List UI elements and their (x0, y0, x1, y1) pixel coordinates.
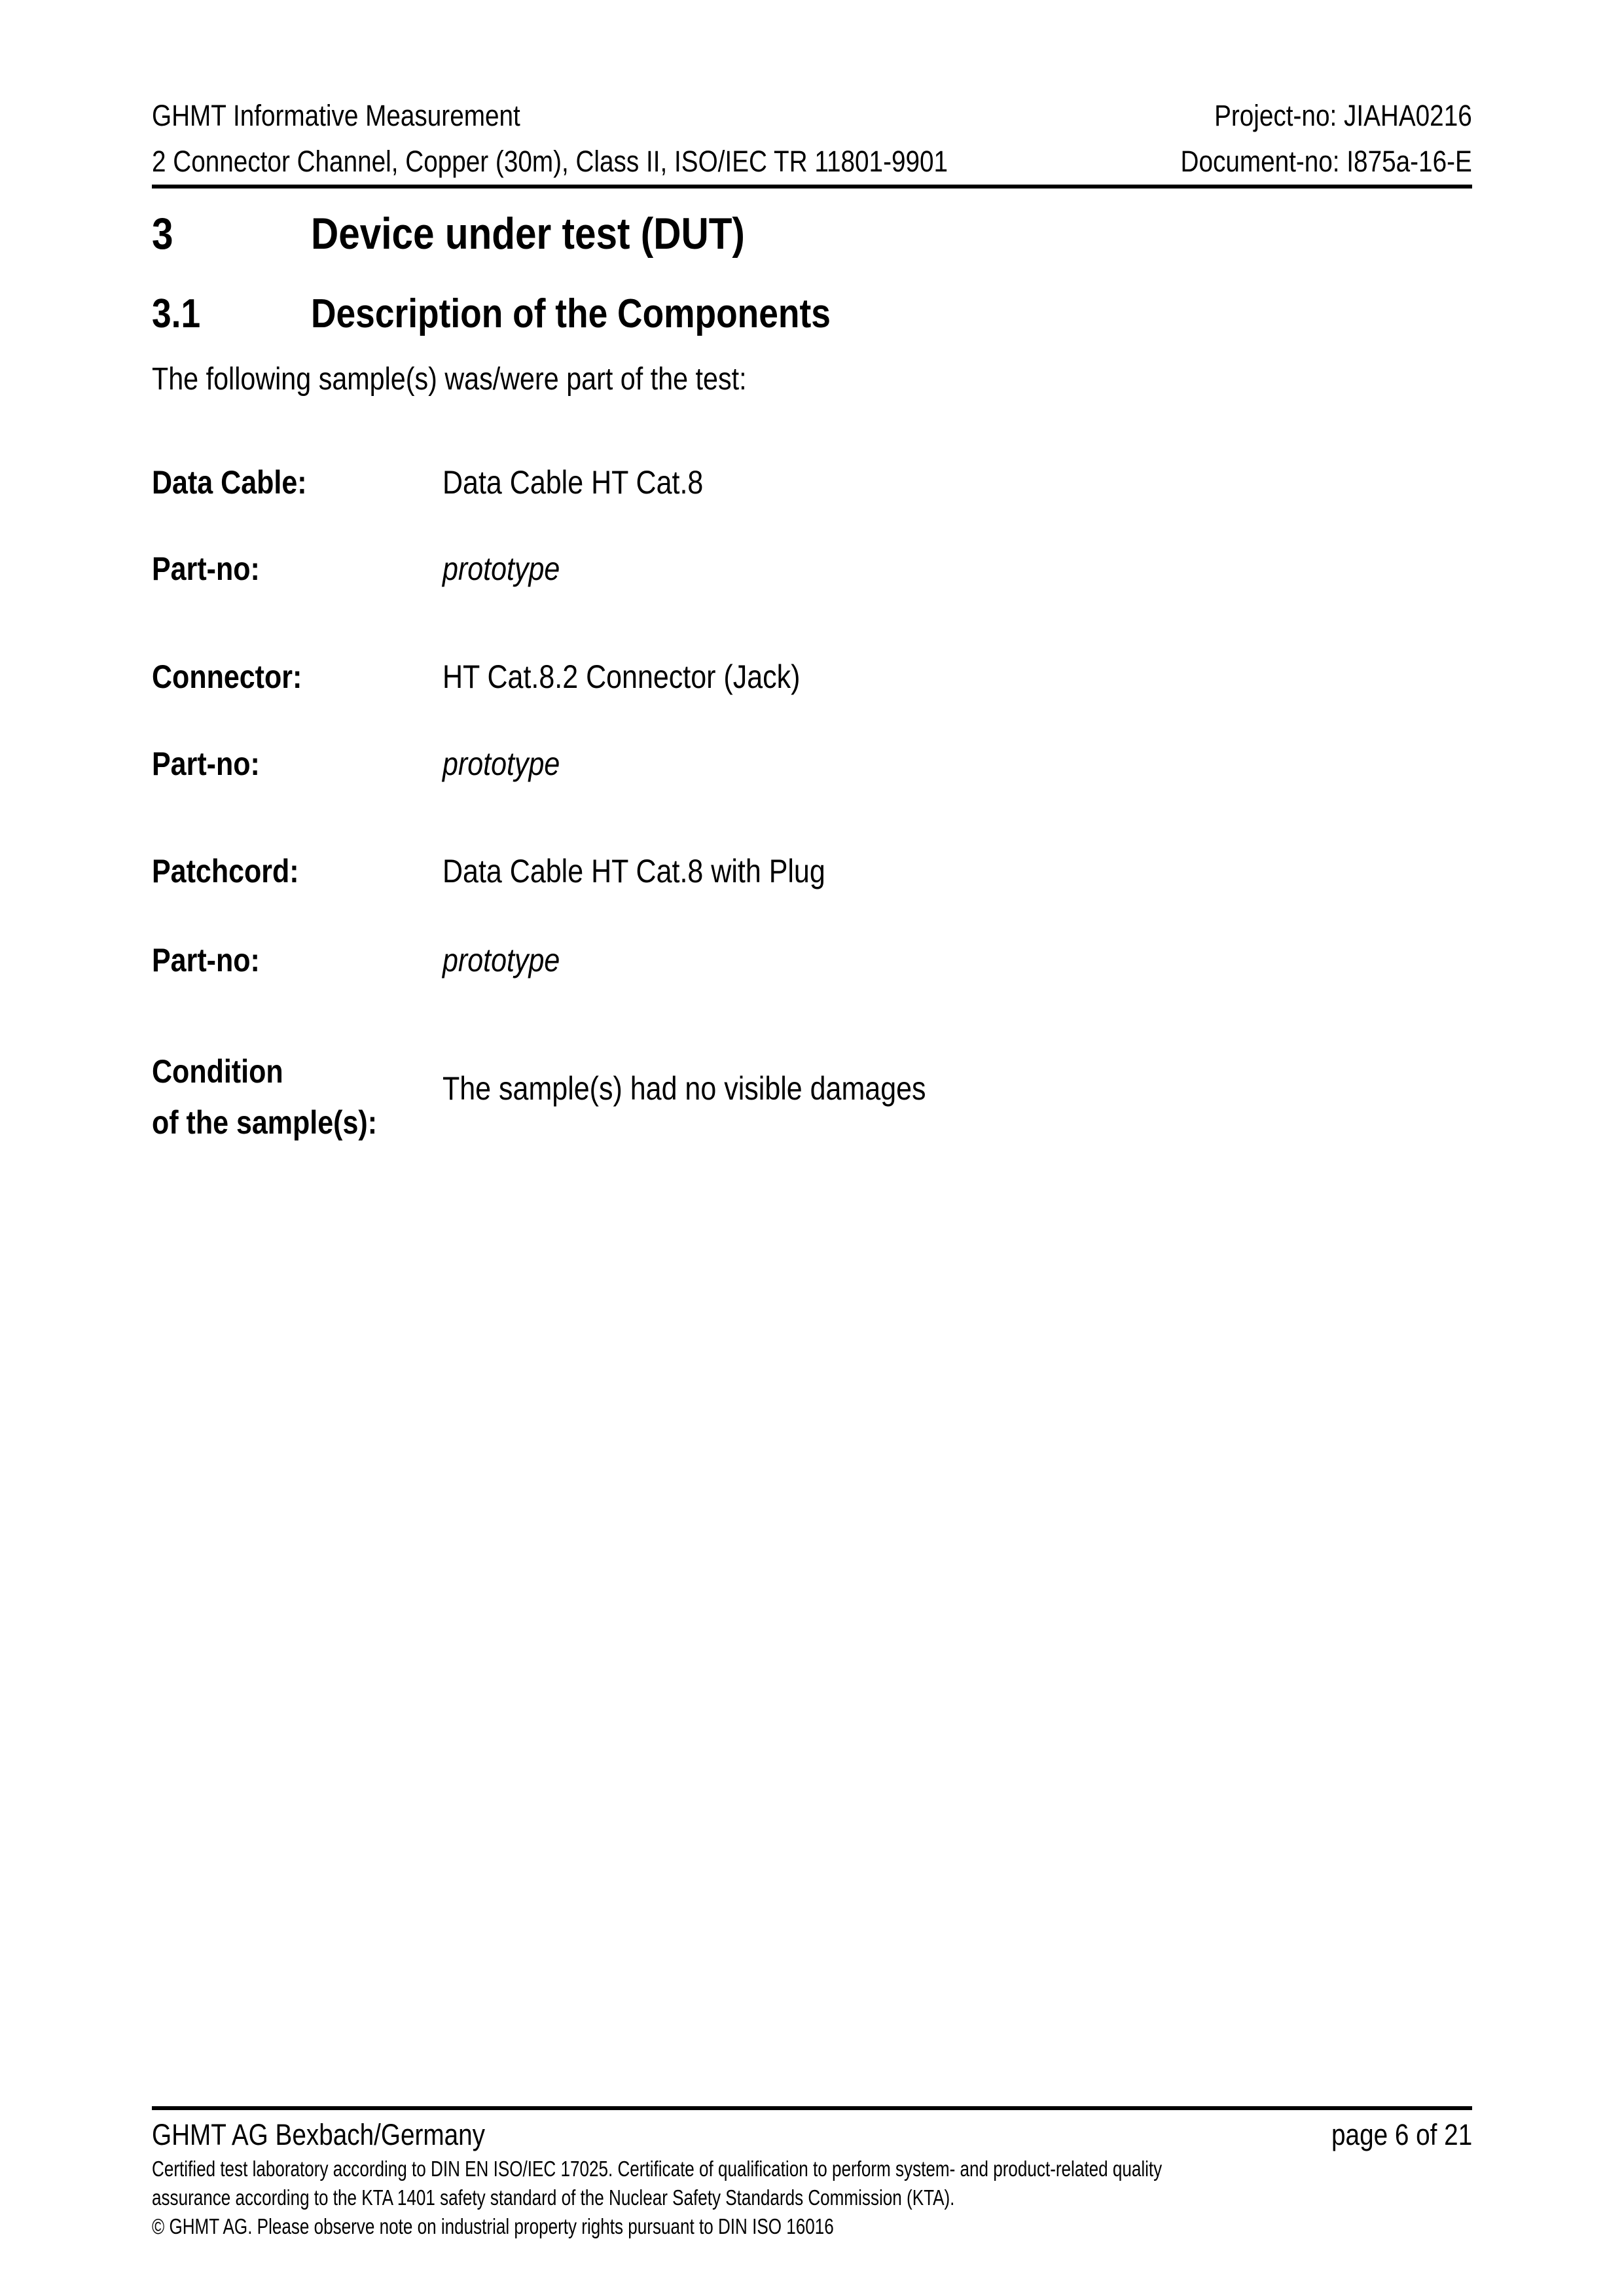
copyright-notice: © GHMT AG. Please observe note on industrial property rights pursuant to DIN ISO 16016 (152, 2214, 834, 2238)
subsection-title: Description of the Components (311, 291, 831, 336)
row-value: prototype (442, 745, 560, 782)
subsection-number: 3.1 (152, 291, 201, 336)
header-row-1 (152, 93, 1472, 139)
row-label: Patchcord: (152, 853, 299, 889)
intro-text: The following sample(s) was/were part of the test: (152, 362, 747, 397)
component-row-part-no-1 (152, 548, 1472, 590)
footer-organization: GHMT AG Bexbach/Germany (152, 2118, 486, 2151)
row-label: Part-no: (152, 550, 260, 587)
row-label: Connector: (152, 658, 302, 695)
subsection-heading (152, 291, 1472, 337)
row-label: Data Cable: (152, 464, 307, 501)
condition-label-line-2: of the sample(s): (152, 1104, 378, 1141)
condition-label-line-1: Condition (152, 1053, 283, 1090)
component-row-patchcord (152, 850, 1472, 893)
row-value: prototype (442, 942, 560, 978)
section-heading (152, 208, 1472, 259)
report-type: GHMT Informative Measurement (152, 99, 520, 132)
row-label: Part-no: (152, 745, 260, 782)
footer-small-print (152, 2155, 1472, 2241)
report-subject: 2 Connector Channel, Copper (30m), Class II, ISO/IEC TR 11801-9901 (152, 145, 948, 178)
section-title: Device under test (DUT) (311, 209, 745, 259)
certification-text-line-1: Certified test laboratory according to DIN EN ISO/IEC 17025. Certificate of qualification to perform system- and product-related quality (152, 2157, 1163, 2181)
component-row-data-cable (152, 461, 1472, 504)
section-number: 3 (152, 209, 173, 259)
row-value: Data Cable HT Cat.8 (442, 464, 704, 501)
document-number: Document-no: I875a-16-E (1180, 145, 1472, 178)
row-label: Part-no: (152, 942, 260, 978)
page-header (152, 93, 1472, 188)
component-row-part-no-3 (152, 939, 1472, 982)
row-value: HT Cat.8.2 Connector (Jack) (442, 658, 801, 695)
row-value: The sample(s) had no visible damages (442, 1070, 926, 1107)
row-value: prototype (442, 550, 560, 587)
page-footer (152, 2106, 1472, 2241)
component-row-condition (152, 1046, 1472, 1148)
certification-text-line-2: assurance according to the KTA 1401 safety standard of the Nuclear Safety Standards Commission (KTA). (152, 2185, 955, 2210)
project-number: Project-no: JIAHA0216 (1214, 99, 1472, 132)
component-row-part-no-2 (152, 743, 1472, 785)
footer-page-indicator: page 6 of 21 (1331, 2118, 1472, 2151)
row-value: Data Cable HT Cat.8 with Plug (442, 853, 825, 889)
header-row-2 (152, 139, 1472, 185)
footer-main-row (152, 2117, 1472, 2153)
row-label (152, 1046, 442, 1148)
component-row-connector (152, 656, 1472, 698)
